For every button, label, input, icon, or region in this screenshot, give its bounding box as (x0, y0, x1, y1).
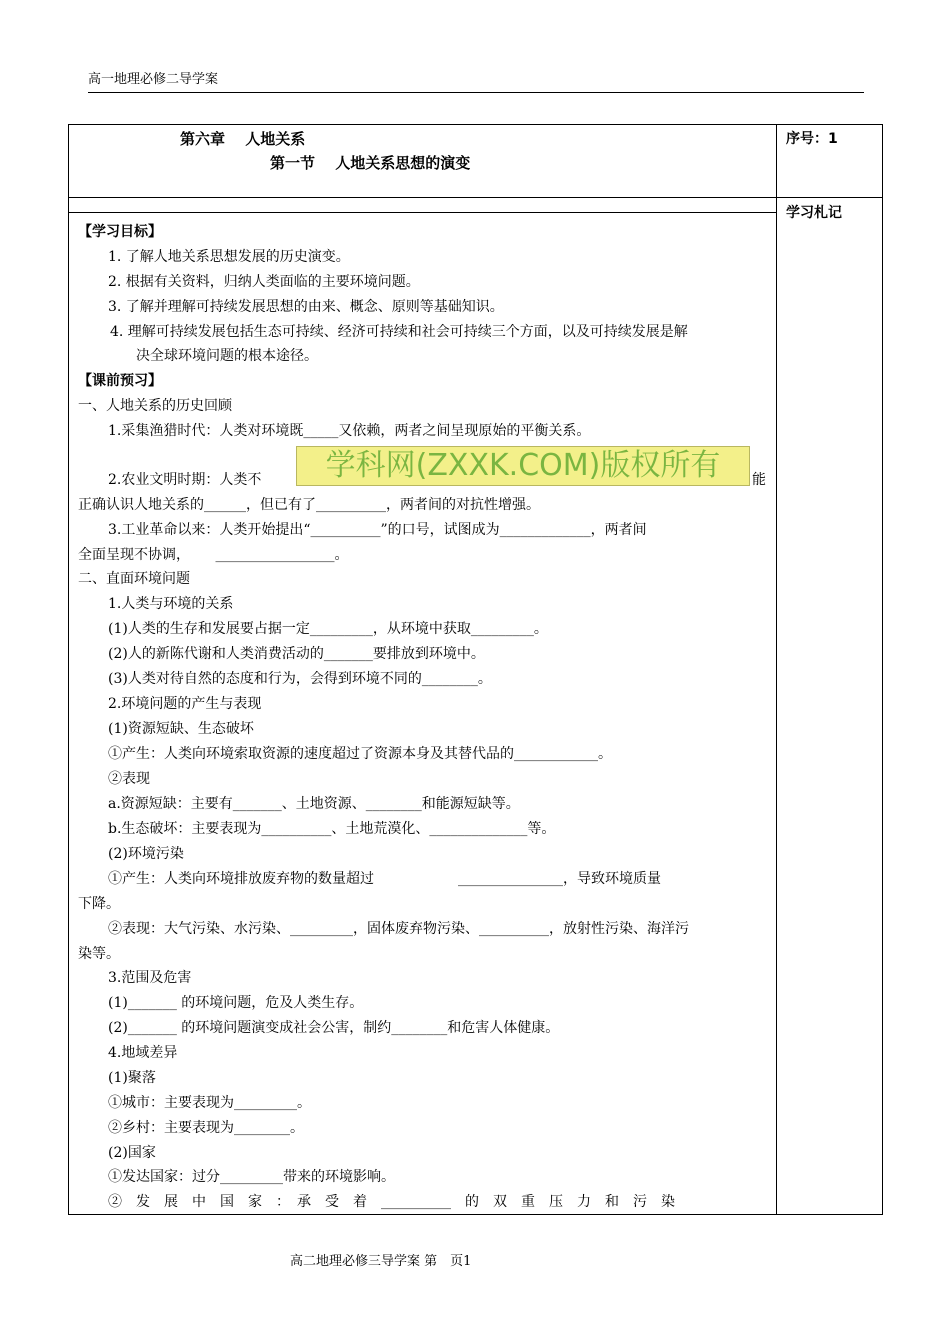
line-developing: ② 发 展 中 国 家 ： 承 受 着 __________ 的 双 重 压 力 和 污 染 (108, 1194, 675, 1210)
chapter-title: 第六章 人地关系 (180, 130, 306, 148)
heading-goals: 【学习目标】 (78, 224, 162, 240)
line-pollution-types-cont: 染等。 (78, 946, 120, 962)
title-row-rule (68, 197, 883, 198)
line-industrial-cont: 全面呈现不协调， _________________。 (78, 547, 349, 563)
line-settlement: (1)聚落 (108, 1070, 156, 1086)
header-rule (88, 92, 864, 93)
line-damage-b: b.生态破坏：主要表现为__________、土地荒漠化、______________等。 (108, 821, 556, 837)
line-pollution-cause: ①产生：人类向环境排放废弃物的数量超过 _______________，导致环境质量 (108, 871, 661, 887)
line-manifestation: ②表现 (108, 771, 150, 787)
line-agriculture-cont: 正确认识人地关系的______，但已有了__________，两者间的对抗性增强。 (78, 497, 540, 513)
line-industrial-era: 3.工业革命以来：人类开始提出“__________”的口号，试图成为_____________，两者间 (108, 522, 647, 538)
line-pollution-types: ②表现：大气污染、水污染、_________，固体废弃物污染、__________，放射性污染、海洋污 (108, 921, 689, 937)
part-2-heading: 二、直面环境问题 (78, 571, 190, 587)
goal-3: 3. 了解并理解可持续发展思想的由来、概念、原则等基础知识。 (108, 299, 504, 315)
heading-preview: 【课前预习】 (78, 373, 162, 389)
notes-heading: 学习札记 (786, 205, 842, 221)
line-problems: 2.环境问题的产生与表现 (108, 696, 262, 712)
line-pollution-cause-cont: 下降。 (78, 896, 120, 912)
line-scope-1: (1)_______ 的环境问题，危及人类生存。 (108, 995, 364, 1011)
watermark-banner (296, 446, 750, 486)
section-title: 第一节 人地关系思想的演变 (270, 154, 471, 172)
line-regional: 4.地域差异 (108, 1045, 178, 1061)
line-agriculture-era-end: 能 (752, 472, 766, 488)
line-city: ①城市：主要表现为_________。 (108, 1095, 311, 1111)
line-relation-2: (2)人的新陈代谢和人类消费活动的_______要排放到环境中。 (108, 646, 485, 662)
line-developed: ①发达国家：过分_________带来的环境影响。 (108, 1169, 395, 1185)
goal-4: 4. 理解可持续发展包括生态可持续、经济可持续和社会可持续三个方面，以及可持续发展是解 (110, 324, 688, 340)
title-row-rule-2 (68, 212, 776, 213)
line-relation: 1.人类与环境的关系 (108, 596, 234, 612)
watermark-text: 学科网(ZXXK.COM)版权所有 (325, 448, 721, 483)
column-divider (776, 124, 777, 1215)
line-pollution: (2)环境污染 (108, 846, 184, 862)
line-relation-3: (3)人类对待自然的态度和行为，会得到环境不同的________。 (108, 671, 492, 687)
goal-1: 1. 了解人地关系思想发展的历史演变。 (108, 249, 350, 265)
goal-4-cont: 决全球环境问题的根本途径。 (136, 348, 318, 364)
page-header: 高一地理必修二导学案 (88, 72, 219, 87)
line-scope: 3.范围及危害 (108, 970, 192, 986)
line-country: (2)国家 (108, 1145, 156, 1161)
part-1-heading: 一、人地关系的历史回顾 (78, 398, 232, 414)
line-village: ②乡村：主要表现为________。 (108, 1120, 304, 1136)
serial-number: 序号：1 (786, 131, 838, 147)
line-cause: ①产生：人类向环境索取资源的速度超过了资源本身及其替代品的____________。 (108, 746, 612, 762)
line-hunting-era: 1.采集渔猎时代：人类对环境既_____又依赖，两者之间呈现原始的平衡关系。 (108, 423, 591, 439)
line-shortage-a: a.资源短缺：主要有_______、土地资源、________和能源短缺等。 (108, 796, 520, 812)
line-agriculture-era: 2.农业文明时期：人类不 (108, 472, 262, 488)
line-scope-2: (2)_______ 的环境问题演变成社会公害，制约________和危害人体健康。 (108, 1020, 560, 1036)
line-relation-1: (1)人类的生存和发展要占据一定_________，从环境中获取_________。 (108, 621, 548, 637)
line-resource-shortage: (1)资源短缺、生态破坏 (108, 721, 254, 737)
page-footer: 高二地理必修三导学案 第 页1 (290, 1254, 472, 1269)
goal-2: 2. 根据有关资料，归纳人类面临的主要环境问题。 (108, 274, 420, 290)
